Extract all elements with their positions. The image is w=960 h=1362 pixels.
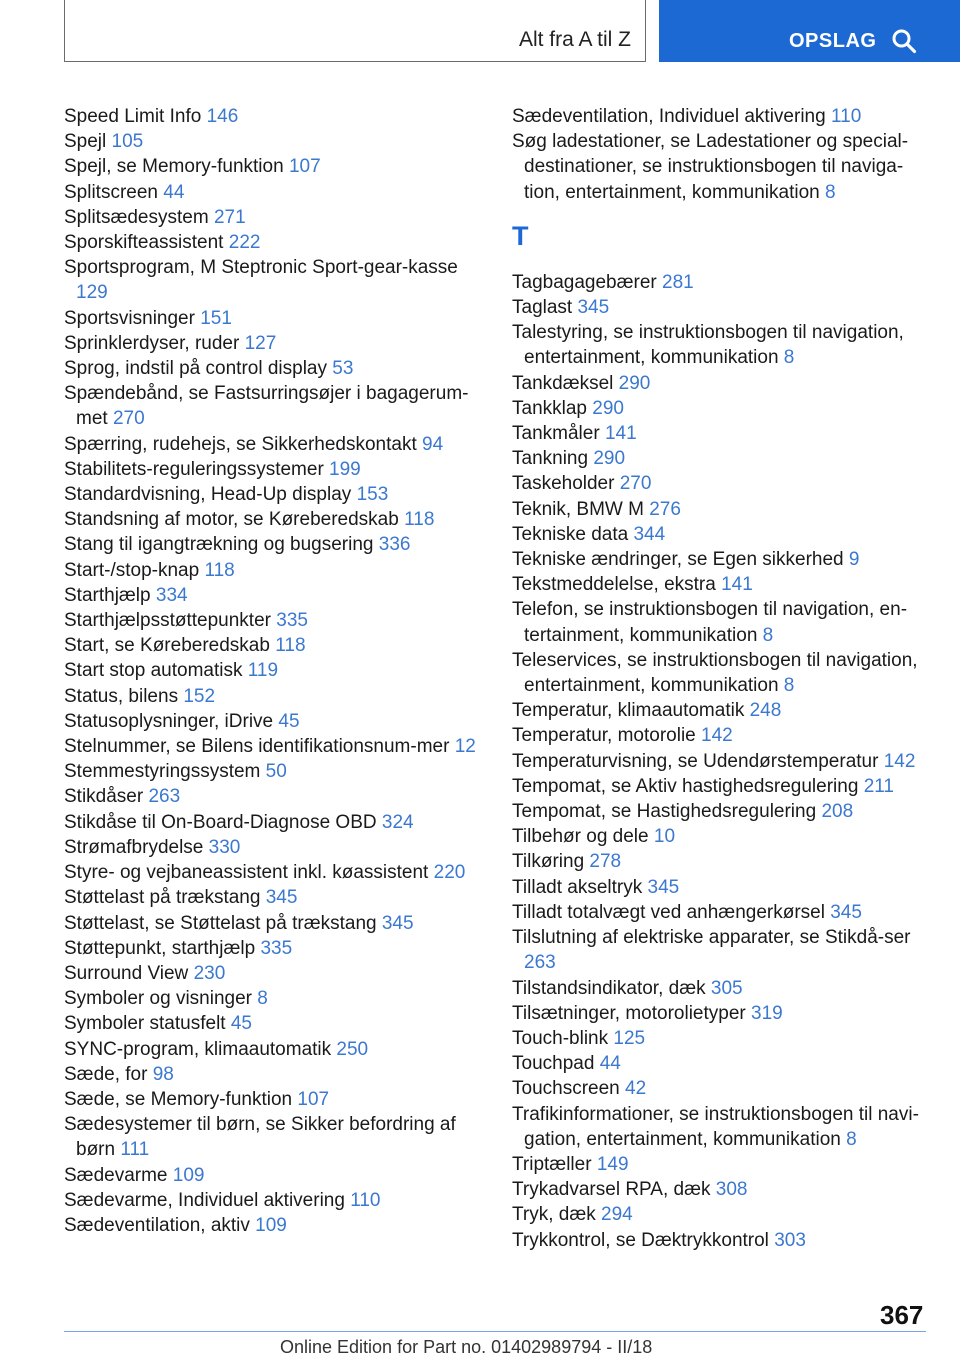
index-entry-term: Touch-blink [512, 1027, 609, 1049]
index-entry [64, 961, 484, 986]
index-entry [512, 849, 932, 874]
index-entry-page-link[interactable]: 330 [208, 836, 241, 858]
page-number: 367 [880, 1300, 924, 1330]
index-entry [512, 572, 932, 597]
index-entry-term: Teknik, BMW M [512, 498, 644, 520]
index-entry-page-link[interactable]: 8 [257, 988, 268, 1010]
index-entry-page-link[interactable]: 294 [601, 1204, 633, 1226]
index-entry [64, 381, 484, 431]
index-entry-page-link[interactable]: 53 [332, 358, 354, 380]
index-entry [64, 860, 484, 885]
index-entry [512, 723, 932, 748]
index-entry-term: Taglast [512, 297, 573, 319]
index-entry [512, 774, 932, 799]
index-entry [512, 925, 932, 975]
index-entry [512, 1152, 932, 1177]
index-entry [512, 270, 932, 295]
index-entry-term: Tempomat, se Hastighedsregulering [512, 801, 817, 823]
index-entry-page-link[interactable]: 324 [381, 811, 414, 833]
index-entry [64, 784, 484, 809]
index-entry [512, 824, 932, 849]
index-entry [64, 356, 484, 381]
index-entry-page-link[interactable]: 109 [172, 1164, 205, 1186]
index-entry-term: Tryk, dæk [512, 1204, 596, 1226]
index-entry-page-link[interactable]: 12 [454, 736, 476, 758]
index-entry-term: Tilslutning af elektriske apparater, se Stikdå-ser [512, 927, 911, 949]
index-entry [64, 180, 484, 205]
index-entry [512, 1202, 932, 1227]
index-entry-term: Tilladt totalvægt ved anhængerkørsel [512, 901, 825, 923]
index-entry-term: Statusoplysninger, iDrive [64, 710, 274, 732]
index-entry [64, 230, 484, 255]
index-entry [64, 558, 484, 583]
index-entry-page-link[interactable]: 118 [404, 509, 435, 531]
index-entry-term: Trykkontrol, se Dæktrykkontrol [512, 1229, 769, 1251]
index-entry-page-link[interactable]: 107 [288, 156, 321, 178]
index-entry [64, 532, 484, 557]
index-entry-term: Sprog, indstil på control display [64, 358, 327, 380]
index-entry-page-link[interactable]: 8 [846, 1128, 857, 1150]
index-entry-term: Touchpad [512, 1053, 595, 1075]
index-entry-term: Tankning [512, 448, 589, 470]
index-entry [64, 331, 484, 356]
index-entry-term: Surround View [64, 962, 189, 984]
index-entry-page-link[interactable]: 345 [577, 297, 610, 319]
index-entry [512, 1001, 932, 1026]
index-entry [512, 522, 932, 547]
index-entry [64, 507, 484, 532]
index-entry-page-link[interactable]: 211 [863, 775, 894, 797]
index-entry-term: Sportsvisninger [64, 307, 195, 329]
index-entry-page-link[interactable]: 290 [592, 397, 624, 419]
index-entry-page-link[interactable]: 345 [830, 901, 862, 923]
index-entry-term: Sportsprogram, M Steptronic Sport-gear-kasse [64, 257, 458, 279]
index-entry-term: Stabilitets-reguleringssystemer [64, 458, 324, 480]
index-entry-page-link[interactable]: 278 [589, 851, 622, 873]
index-entry-page-link[interactable]: 44 [163, 181, 185, 203]
index-entry [512, 320, 932, 370]
index-entry-term: Sæde, for [64, 1063, 148, 1085]
index-entry-page-link[interactable]: 146 [206, 106, 239, 127]
index-entry [512, 648, 932, 698]
index-entry-term: Sæde, se Memory-funktion [64, 1088, 293, 1110]
index-entry-term: Tilsætninger, motorolietyper [512, 1002, 746, 1024]
index-entry-term: Sprinklerdyser, ruder [64, 332, 240, 354]
tab-search[interactable] [659, 0, 960, 62]
index-entry-term: Tekniske data [512, 523, 629, 545]
index-entry-term: Status, bilens [64, 685, 179, 707]
index-entry-page-link[interactable]: 42 [625, 1078, 647, 1100]
index-entry-term: Sporskifteassistent [64, 232, 224, 254]
index-entry-page-link[interactable]: 263 [148, 786, 181, 808]
index-entry [64, 835, 484, 860]
index-entry-term: Støttelast på trækstang [64, 887, 261, 909]
index-entry-page-link[interactable]: 152 [183, 685, 216, 707]
index-entry-page-link[interactable]: 9 [848, 549, 860, 571]
index-entry-page-link[interactable]: 129 [76, 282, 108, 304]
index-entry [64, 709, 484, 734]
index-entry-page-link[interactable]: 127 [244, 332, 277, 354]
index-entry-page-link[interactable]: 110 [830, 106, 862, 127]
index-entry [64, 1087, 484, 1112]
index-entry-term: Stang til igangtrækning og bugsering [64, 534, 374, 556]
index-entry-term: Starthjælp [64, 584, 151, 606]
index-entry-term: Temperatur, motorolie [512, 725, 696, 747]
index-entry-term: Standardvisning, Head-Up display [64, 484, 352, 506]
index-entry-term: Start, se Køreberedskab [64, 635, 270, 657]
index-entry-term: Symboler statusfelt [64, 1013, 226, 1035]
index-entry-term: Styre- og vejbaneassistent inkl. køassistent [64, 862, 429, 884]
index-entry [64, 1062, 484, 1087]
index-entry-term: Stelnummer, se Bilens identifikationsnum-mer [64, 736, 450, 758]
index-entry-term: Tilbehør og dele [512, 826, 649, 848]
index-entry [64, 482, 484, 507]
index-entry [64, 986, 484, 1011]
index-entry-term: Spejl, se Memory-funktion [64, 156, 284, 178]
index-entry [64, 154, 484, 179]
tab-a-to-z-label: Alt fra A til Z [518, 28, 631, 51]
index-entry-term: Strømafbrydelse [64, 836, 204, 858]
index-entry [512, 749, 932, 774]
index-entry-page-link[interactable]: 263 [524, 952, 556, 974]
index-entry-term: Tankklap [512, 397, 587, 419]
index-entry-term: Talestyring, se instruktionsbogen til navigation, entertainment, kommunikation [512, 322, 904, 369]
index-entry [512, 1026, 932, 1051]
tab-a-to-z[interactable] [64, 0, 646, 62]
index-entry [64, 911, 484, 936]
index-entry-page-link[interactable]: 335 [276, 610, 308, 632]
index-entry-term: SYNC-program, klimaautomatik [64, 1038, 332, 1060]
index-entry-term: Støttelast, se Støttelast på trækstang [64, 912, 377, 934]
index-entry [512, 976, 932, 1001]
index-entry-page-link[interactable]: 319 [751, 1002, 783, 1024]
index-entry-term: Sædeventilation, Individuel aktivering [512, 106, 826, 127]
index-entry-page-link[interactable]: 94 [422, 433, 444, 455]
index-entry [512, 497, 932, 522]
top-navigation [64, 0, 960, 66]
footer-divider [64, 1331, 926, 1332]
index-entry-page-link[interactable]: 141 [604, 423, 637, 445]
index-entry [64, 608, 484, 633]
index-entry-page-link[interactable]: 336 [378, 534, 411, 556]
index-entry [64, 1037, 484, 1062]
index-entry-term: Symboler og visninger [64, 988, 252, 1010]
index-entry [64, 1213, 484, 1238]
index-entry-term: Tankmåler [512, 423, 600, 445]
index-entry-term: Spejl [64, 131, 107, 153]
index-entry-term: Start-/stop-knap [64, 559, 200, 581]
index-entry-page-link[interactable]: 110 [350, 1189, 381, 1211]
index-entry-term: Tilladt akseltryk [512, 876, 643, 898]
index-entry-page-link[interactable]: 345 [647, 876, 680, 898]
index-entry-term: Telefon, se instruktionsbogen til navigation, en-tertainment, kommunikation [512, 599, 908, 646]
index-entry [64, 885, 484, 910]
index-entry-term: Støttepunkt, starthjælp [64, 937, 256, 959]
edition-footer: Online Edition for Part no. 01402989794 - II/18 [280, 1337, 653, 1357]
index-entry-term: Stikdåser [64, 786, 144, 808]
index-entry-page-link[interactable]: 8 [825, 181, 836, 203]
index-entry-page-link[interactable]: 107 [297, 1088, 330, 1110]
index-entry-page-link[interactable]: 142 [701, 725, 733, 747]
index-entry-page-link[interactable]: 50 [265, 761, 287, 783]
index-entry-term: Sædevarme, Individuel aktivering [64, 1189, 345, 1211]
index-entry [512, 446, 932, 471]
index-entry-term: Tekstmeddelelse, ekstra [512, 574, 716, 596]
index-entry-page-link[interactable]: 345 [381, 912, 414, 934]
index-entry-page-link[interactable]: 45 [230, 1013, 252, 1035]
index-entry-page-link[interactable]: 222 [228, 232, 261, 254]
index-entry-page-link[interactable]: 119 [247, 660, 279, 682]
index-entry-term: Teleservices, se instruktionsbogen til navigation, entertainment, kommunikation [512, 649, 918, 697]
index-entry-page-link[interactable]: 305 [710, 977, 743, 999]
index-entry [512, 900, 932, 925]
section-letter: T [512, 220, 529, 251]
index-entry [64, 734, 484, 759]
index-entry-page-link[interactable]: 271 [213, 206, 246, 228]
index-entry-term: Stikdåse til On-Board-Diagnose OBD [64, 811, 377, 833]
index-entry-page-link[interactable]: 153 [356, 484, 389, 506]
index-entry-page-link[interactable]: 345 [265, 887, 298, 909]
index-entry [64, 633, 484, 658]
index-entry-page-link[interactable]: 208 [821, 801, 854, 823]
index-entry [64, 1188, 484, 1213]
index-entry-term: Spærring, rudehejs, se Sikkerhedskontakt [64, 433, 417, 455]
index-entry-page-link[interactable]: 44 [599, 1053, 621, 1075]
index-entry [64, 104, 484, 129]
index-entry-page-link[interactable]: 220 [433, 862, 466, 884]
index-entry-page-link[interactable]: 281 [662, 271, 694, 293]
index-entry-page-link[interactable]: 308 [715, 1179, 748, 1201]
index-entry-term: Søg ladestationer, se Ladestationer og special-destinationer, se instruktionsbogen til naviga-tion, entertainment, kommunikation [512, 131, 909, 203]
index-entry [64, 583, 484, 608]
index-entry [64, 457, 484, 482]
index-entry-page-link[interactable]: 276 [649, 498, 681, 520]
index-entry [512, 129, 932, 205]
index-entry-term: Sædeventilation, aktiv [64, 1214, 250, 1236]
index-entry-term: Trafikinformationer, se instruktionsbogen til navi-gation, entertainment, kommunikation [512, 1103, 919, 1150]
index-entry-term: Stemmestyringssystem [64, 761, 261, 783]
index-entry-term: Start stop automatisk [64, 660, 243, 682]
index-entry [512, 1228, 932, 1253]
index-entry-term: Triptæller [512, 1153, 592, 1175]
index-entry-page-link[interactable]: 230 [193, 962, 226, 984]
index-entry [512, 799, 932, 824]
index-entry [512, 471, 932, 496]
index-entry [512, 396, 932, 421]
index-entry [512, 1076, 932, 1101]
index-entry [512, 547, 932, 572]
index-entry [64, 1112, 484, 1162]
index-entry-term: Taskeholder [512, 473, 615, 495]
index-entry [64, 432, 484, 457]
index-entry [64, 658, 484, 683]
index-entry-term: Spændebånd, se Fastsurringsøjer i bagagerum-met [64, 383, 469, 430]
index-entry-term: Tagbagagebærer [512, 271, 657, 293]
index-entry-term: Sædevarme [64, 1164, 168, 1186]
index-entry [64, 936, 484, 961]
index-entry-page-link[interactable]: 248 [749, 700, 782, 722]
index-entry-term: Trykadvarsel RPA, dæk [512, 1179, 711, 1201]
index-entry [512, 104, 932, 129]
index-entry [64, 306, 484, 331]
index-entry-page-link[interactable]: 149 [596, 1153, 629, 1175]
index-entry [512, 1051, 932, 1076]
index-entry [512, 698, 932, 723]
index-entry-page-link[interactable]: 335 [260, 937, 293, 959]
index-entry-page-link[interactable]: 250 [336, 1038, 369, 1060]
index-entry-page-link[interactable]: 290 [593, 448, 626, 470]
index-entry [64, 684, 484, 709]
index-entry-page-link[interactable]: 125 [613, 1027, 646, 1049]
index-entry-page-link[interactable]: 118 [275, 635, 306, 657]
index-entry-page-link[interactable]: 8 [762, 624, 774, 646]
index-entry [512, 371, 932, 396]
index-entry [512, 1177, 932, 1202]
index-entry-page-link[interactable]: 303 [774, 1229, 806, 1251]
index-entry-page-link[interactable]: 142 [883, 750, 916, 772]
index-entry-page-link[interactable]: 290 [618, 372, 651, 394]
index-entry [64, 810, 484, 835]
index-entry-term: Starthjælpsstøttepunkter [64, 610, 271, 632]
index-entry-page-link[interactable]: 334 [155, 584, 188, 606]
index-entry-page-link[interactable]: 8 [783, 675, 795, 697]
index-entry [512, 421, 932, 446]
index-entry-term: Tekniske ændringer, se Egen sikkerhed [512, 549, 844, 571]
index-entry-page-link[interactable]: 270 [619, 473, 652, 495]
index-entry-page-link[interactable]: 141 [721, 574, 753, 596]
search-icon [891, 28, 917, 54]
index-entry-page-link[interactable]: 111 [120, 1139, 150, 1161]
index-entry-term: Touchscreen [512, 1078, 620, 1100]
index-entry-page-link[interactable]: 344 [633, 523, 666, 545]
index-entry-term: Sædesystemer til børn, se Sikker befordring af børn [64, 1114, 456, 1161]
index-entry-term: Splitscreen [64, 181, 158, 203]
index-entry [512, 875, 932, 900]
index-entry-page-link[interactable]: 10 [653, 826, 676, 848]
index-entry-term: Splitsædesystem [64, 206, 209, 228]
index-entry-page-link[interactable]: 8 [783, 347, 795, 369]
tab-search-label: OPSLAG [789, 30, 877, 52]
index-entry-page-link[interactable]: 105 [111, 131, 144, 153]
index-entry-term: Speed Limit Info [64, 106, 202, 127]
index-entry-term: Tempomat, se Aktiv hastighedsregulering [512, 775, 859, 797]
index-entry [64, 1163, 484, 1188]
index-entry-term: Tilstandsindikator, dæk [512, 977, 706, 999]
index-entry [64, 255, 484, 305]
index-entry-page-link[interactable]: 151 [200, 307, 232, 329]
index-entry-page-link[interactable]: 118 [204, 559, 235, 581]
index-entry [512, 597, 932, 647]
index-entry [64, 1011, 484, 1036]
index-entry [512, 295, 932, 320]
index-entry [64, 205, 484, 230]
index-entry-page-link[interactable]: 199 [329, 458, 361, 480]
index-entry-term: Tankdæksel [512, 372, 614, 394]
index-entry [64, 129, 484, 154]
index-entry-page-link[interactable]: 45 [278, 710, 300, 732]
index-entry-term: Temperatur, klimaautomatik [512, 700, 745, 722]
index-column-right [512, 104, 932, 1253]
index-entry-term: Temperaturvisning, se Udendørstemperatur [512, 750, 879, 772]
index-entry-page-link[interactable]: 98 [152, 1063, 174, 1085]
index-entry-page-link[interactable]: 109 [255, 1214, 287, 1236]
index-column-left [64, 104, 484, 1238]
index-entry-page-link[interactable]: 270 [112, 408, 145, 430]
index-entry-term: Standsning af motor, se Køreberedskab [64, 509, 399, 531]
index-entry [64, 759, 484, 784]
index-entry [512, 1102, 932, 1152]
index-entry-term: Tilkøring [512, 851, 585, 873]
